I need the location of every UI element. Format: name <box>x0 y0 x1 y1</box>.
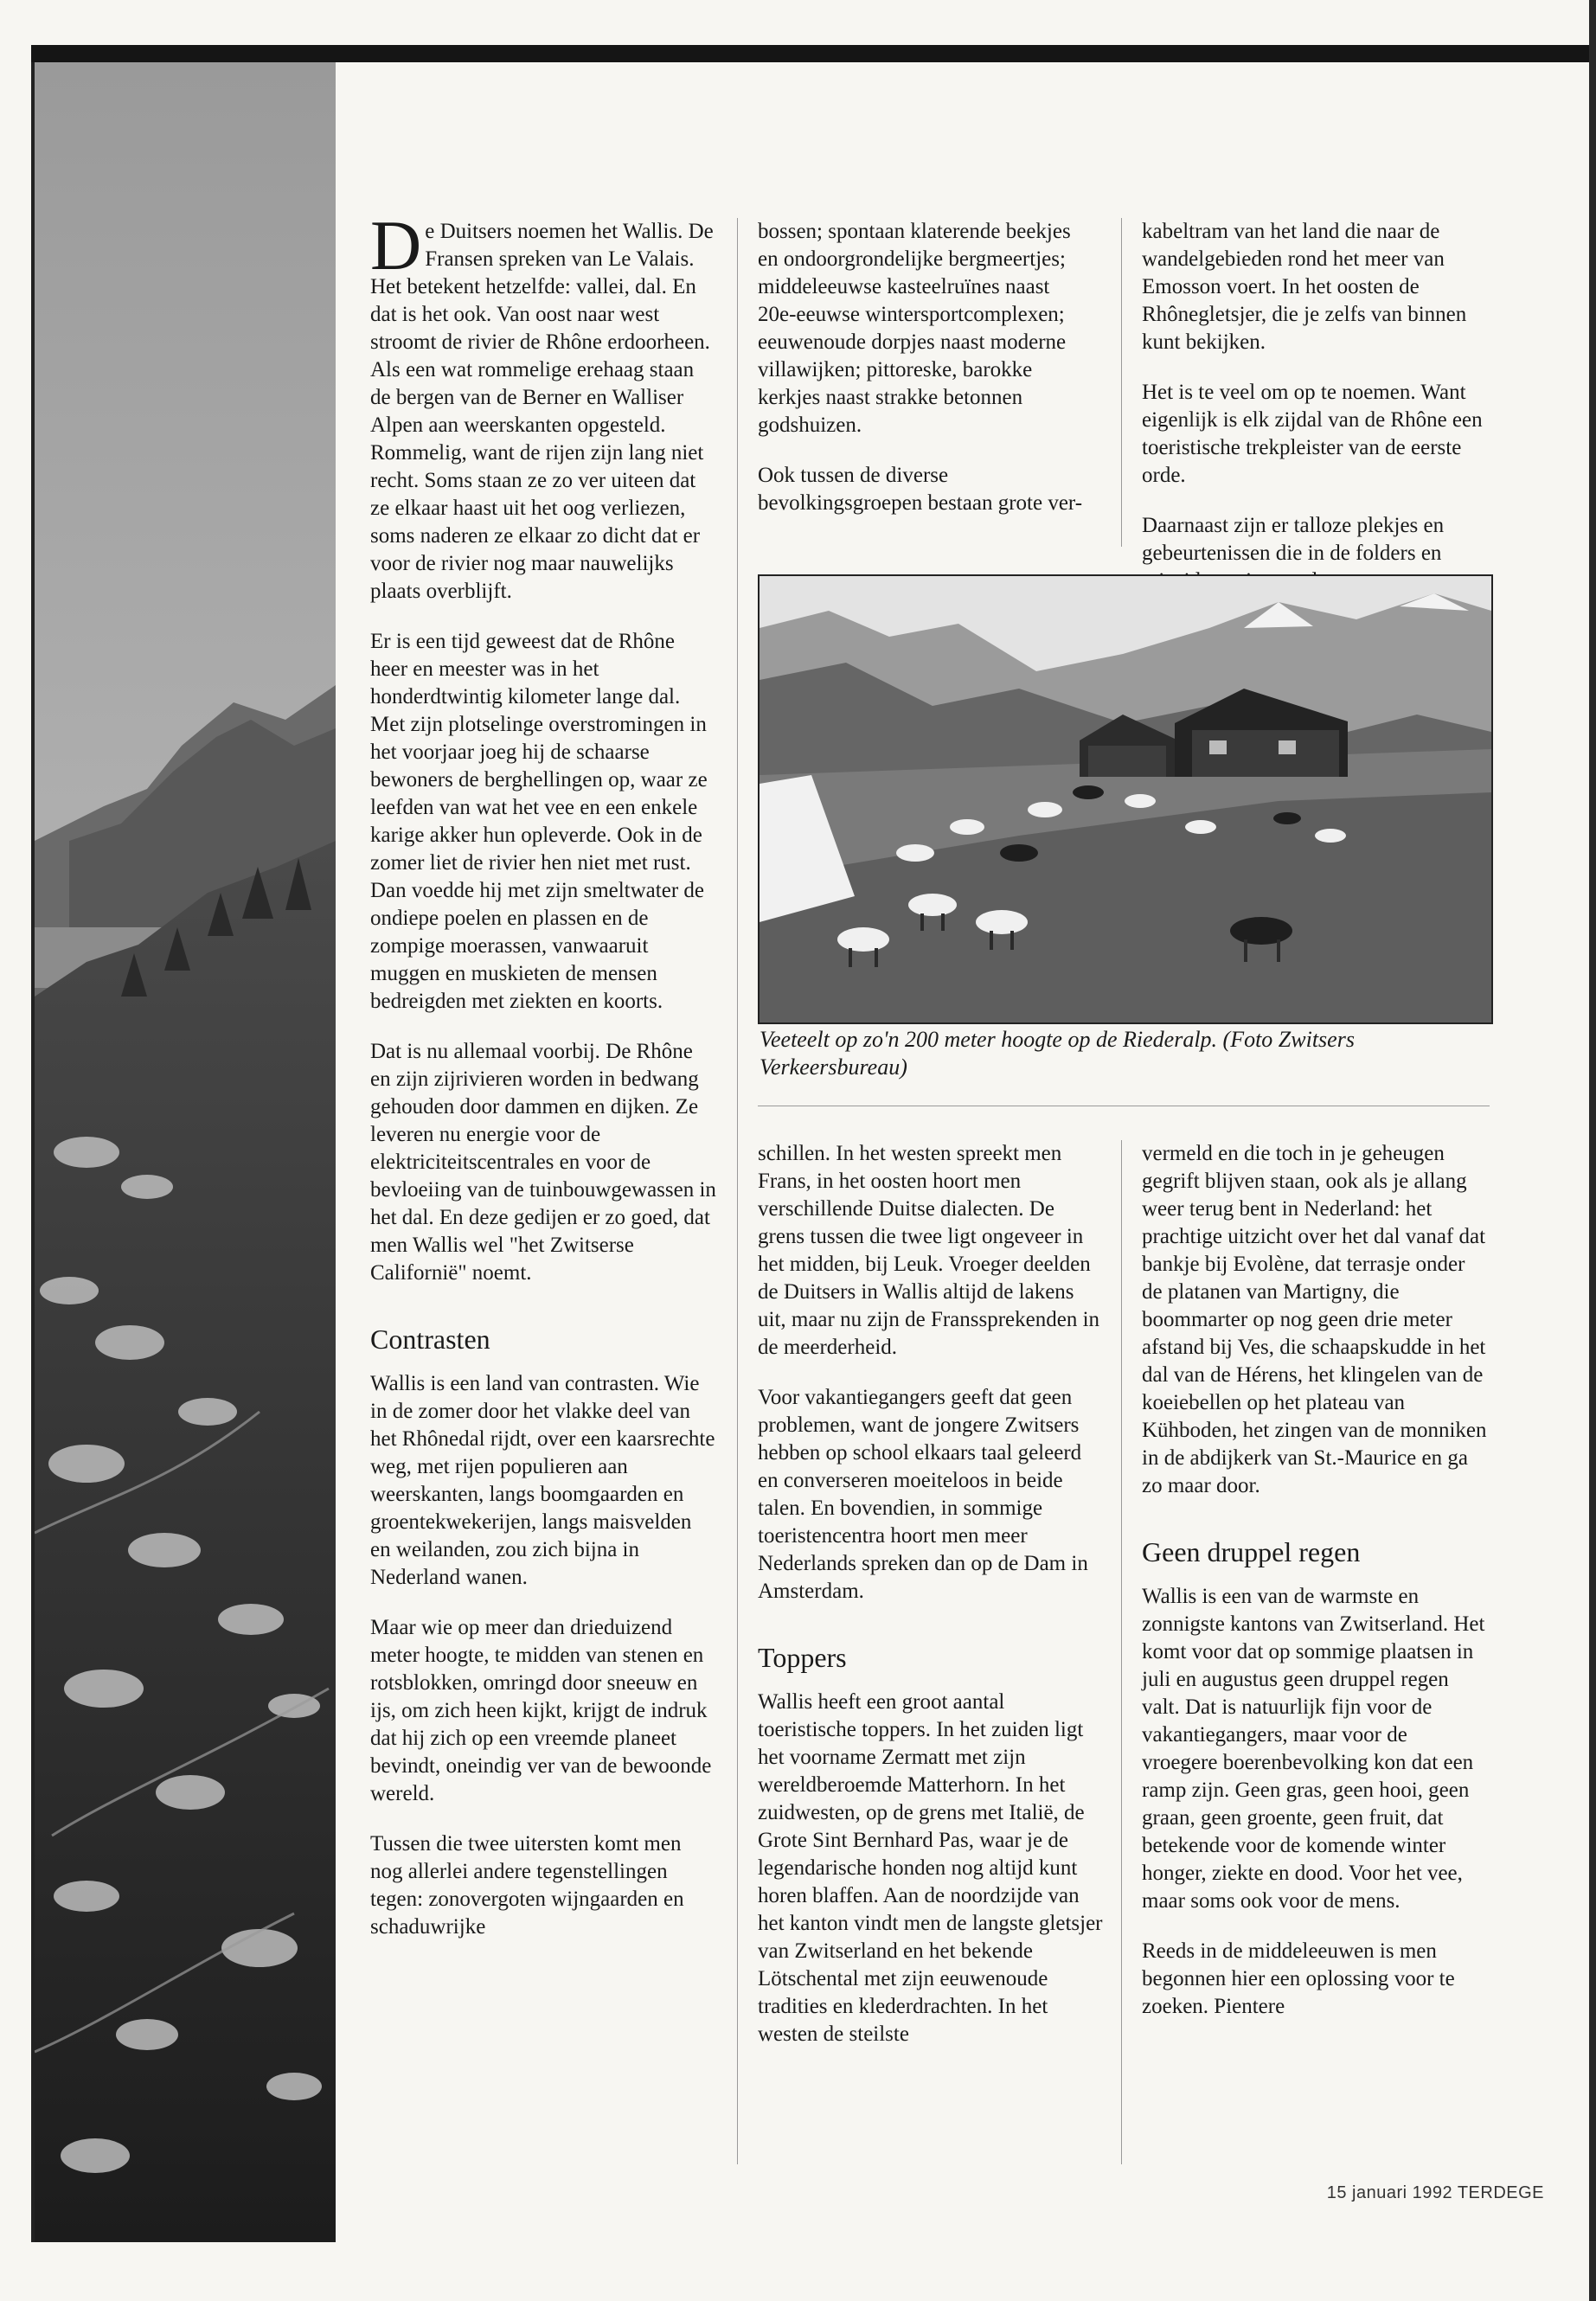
article-column-1 <box>370 206 716 1964</box>
paragraph: Wallis is een land van contrasten. Wie in de zomer door het vlakke deel van het Rhônedal rijdt, over een kaarsrechte weg, met rijen populieren aan weerskanten, langs boomgaarden en groentekwekerijen, langs maisvelden en weilanden, zou zich bijna in Nederland wanen. <box>370 1372 715 1589</box>
paragraph: Dat is nu allemaal voorbij. De Rhône en zijn zijrivieren worden in bedwang gehouden door dammen en dijken. Ze leveren nu energie voor de elektriciteitscentrales en voor de bevloeiing van de tuinbouwgewassen in het dal. En deze gedijen er zo goed, dat men Wallis wel "het Zwitserse Californië" noemt. <box>370 1040 716 1285</box>
side-photo-illustration <box>35 62 336 2242</box>
cattle-on-pasture-illustration <box>760 576 1491 1022</box>
right-edge-shadow <box>1589 0 1596 2301</box>
paragraph: Reeds in de middeleeuwen is men begonnen hier een oplossing voor te zoeken. Pientere <box>1142 1939 1455 2018</box>
paragraph: Maar wie op meer dan drieduizend meter hoogte, te midden van stenen en rotsblokken, omringd door sneeuw en ijs, om zich heen kijkt, krijgt de indruk dat hij zich op een vreemde planeet bevindt, oneindig ver van de bewoonde wereld. <box>370 1616 712 1805</box>
paragraph: Daarnaast zijn er talloze plekjes en gebeurtenissen die in de folders en <box>1142 514 1445 565</box>
paragraph: Wallis is een van de warmste en zonnigste kantons van Zwitserland. Het komt voor dat op sommige plaatsen in juli en augustus geen druppel regen valt. Dat is natuurlijk fijn voor de vakantiegangers, maar voor de vroegere boerenbevolking kon dat een ramp zijn. Geen gras, geen hooi, geen graan, geen groente, geen fruit, dat betekende voor de komende winter honger, ziekte en dood. Voor het vee, maar soms ook voor de mens. <box>1142 1585 1485 1913</box>
paragraph: vermeld en die toch in je geheugen gegrift blijven staan, ook als je allang weer terug bent in Nederland: het prachtige uitzicht over het dal vanaf dat bankje bij Evolène, dat terrasje onder de platanen van Martigny, die boommarter op nog geen drie meter afstand bij Ves, die schaapskudde in het dal van de Hérens, het klingelen van de koeiebellen op het plateau van Kühboden, het zingen van de monniken in de abdijkerk van St.-Maurice en ga zo maar door. <box>1142 1142 1487 1497</box>
drop-cap: D <box>370 206 422 285</box>
paragraph: Wallis heeft een groot aantal toeristische toppers. In het zuiden ligt het voorname Zermatt met zijn wereldberoemde Matterhorn. In het zuidwesten, op de grens met Italië, de Grote Sint Bernhard Pas, waar je de legendarische honden nog altijd kunt horen blaffen. Aan de noordzijde van het kanton vindt men de langste gletsjer van Zwitserland en het bekende Lötschental met zijn eeuwenoude tradities en klederdrachten. In het westen de steilste <box>758 1690 1103 2046</box>
column-rule <box>1121 1140 1122 2164</box>
page-footer: 15 januari 1992 TERDEGE <box>1326 2183 1544 2202</box>
paragraph: Voor vakantiegangers geeft dat geen problemen, want de jongere Zwitsers hebben op school elkaars taal geleerd en converseren moeiteloos in beide talen. En bovendien, in sommige toeristencentra hoort men meer Nederlands spreken dan op de Dam in Amsterdam. <box>758 1386 1088 1603</box>
paragraph: Er is een tijd geweest dat de Rhône heer en meester was in het honderdtwintig kilometer lange dal. Met zijn plotselinge overstromingen in het voorjaar joeg hij de schaarse bewoners de berghellingen op, waar ze leefden van wat het vee en een enkele karige akker hun opleverde. Ook in de zomer liet de rivier hen niet met rust. Dan voedde hij met zijn smeltwater de ondiepe poelen en plassen en de zompige moerassen, vanwaaruit muggen en muskieten de mensen bedreigden met ziekten en koorts. <box>370 630 708 1013</box>
paragraph: bossen; spontaan klaterende beekjes en ondoorgrondelijke bergmeertjes; middeleeuwse kasteelruïnes naast 20e-eeuwse wintersportcomplexen; eeuwenoude dorpjes naast moderne villawijken; pittoreske, barokke kerkjes naast strakke betonnen godshuizen. <box>758 220 1071 437</box>
section-heading-contrasten: Contrasten <box>370 1324 490 1355</box>
column-rule <box>1121 218 1122 547</box>
side-photo-mountain-forest <box>35 62 336 2242</box>
article-column-2-top <box>758 218 1086 540</box>
article-column-3-top <box>1142 218 1488 618</box>
paragraph: Ook tussen de diverse bevolkingsgroepen bestaan grote ver- <box>758 464 1083 515</box>
top-border-bar <box>31 45 1596 62</box>
article-column-3-bottom <box>1142 1140 1488 2043</box>
paragraph: Het is te veel om op te noemen. Want eigenlijk is elk zijdal van de Rhône een toeristische trekpleister van de eerste orde. <box>1142 381 1483 487</box>
column-rule <box>737 218 738 2164</box>
section-heading-geen-druppel-regen: Geen druppel regen <box>1142 1536 1361 1567</box>
paragraph: kabeltram van het land die naar de wandelgebieden rond het meer van Emosson voert. In het oosten de Rhônegletsjer, die je zelfs van binnen kunt bekijken. <box>1142 220 1467 354</box>
article-column-2-bottom <box>758 1140 1104 2071</box>
alpine-pasture-photo <box>758 574 1493 1024</box>
paragraph: e Duitsers noemen het Wallis. De Fransen spreken van Le Valais. Het betekent hetzelfde: vallei, dal. En dat is het ook. Van oost naar west stroomt de rivier de Rhône erdoorheen. Als een wat rommelige erehaag staan de bergen van de Berner en Walliser Alpen aan weerskanten opgesteld. Rommelig, want de rijen zijn lang niet recht. Soms staan ze zo ver uiteen dat ze elkaar haast uit het oog verliezen, soms naderen ze elkaar zo dicht dat er voor de rivier nog maar nauwelijks plaats overblijft. <box>370 220 714 603</box>
photo-caption: Veeteelt op zo'n 200 meter hoogte op de Riederalp. (Foto Zwitsers Verkeersbureau) <box>760 1027 1355 1080</box>
paragraph: schillen. In het westen spreekt men Frans, in het oosten hoort men verschillende Duitse dialecten. De grens tussen die twee ligt ongeveer in het midden, bij Leuk. Vroeger deelden de Duitsers in Wallis altijd de lakens uit, maar nu zijn de Franssprekenden in de meerderheid. <box>758 1142 1100 1359</box>
paragraph: Tussen die twee uitersten komt men nog allerlei andere tegenstellingen tegen: zonovergoten wijngaarden en schaduwrijke <box>370 1832 684 1939</box>
section-heading-toppers: Toppers <box>758 1642 847 1673</box>
